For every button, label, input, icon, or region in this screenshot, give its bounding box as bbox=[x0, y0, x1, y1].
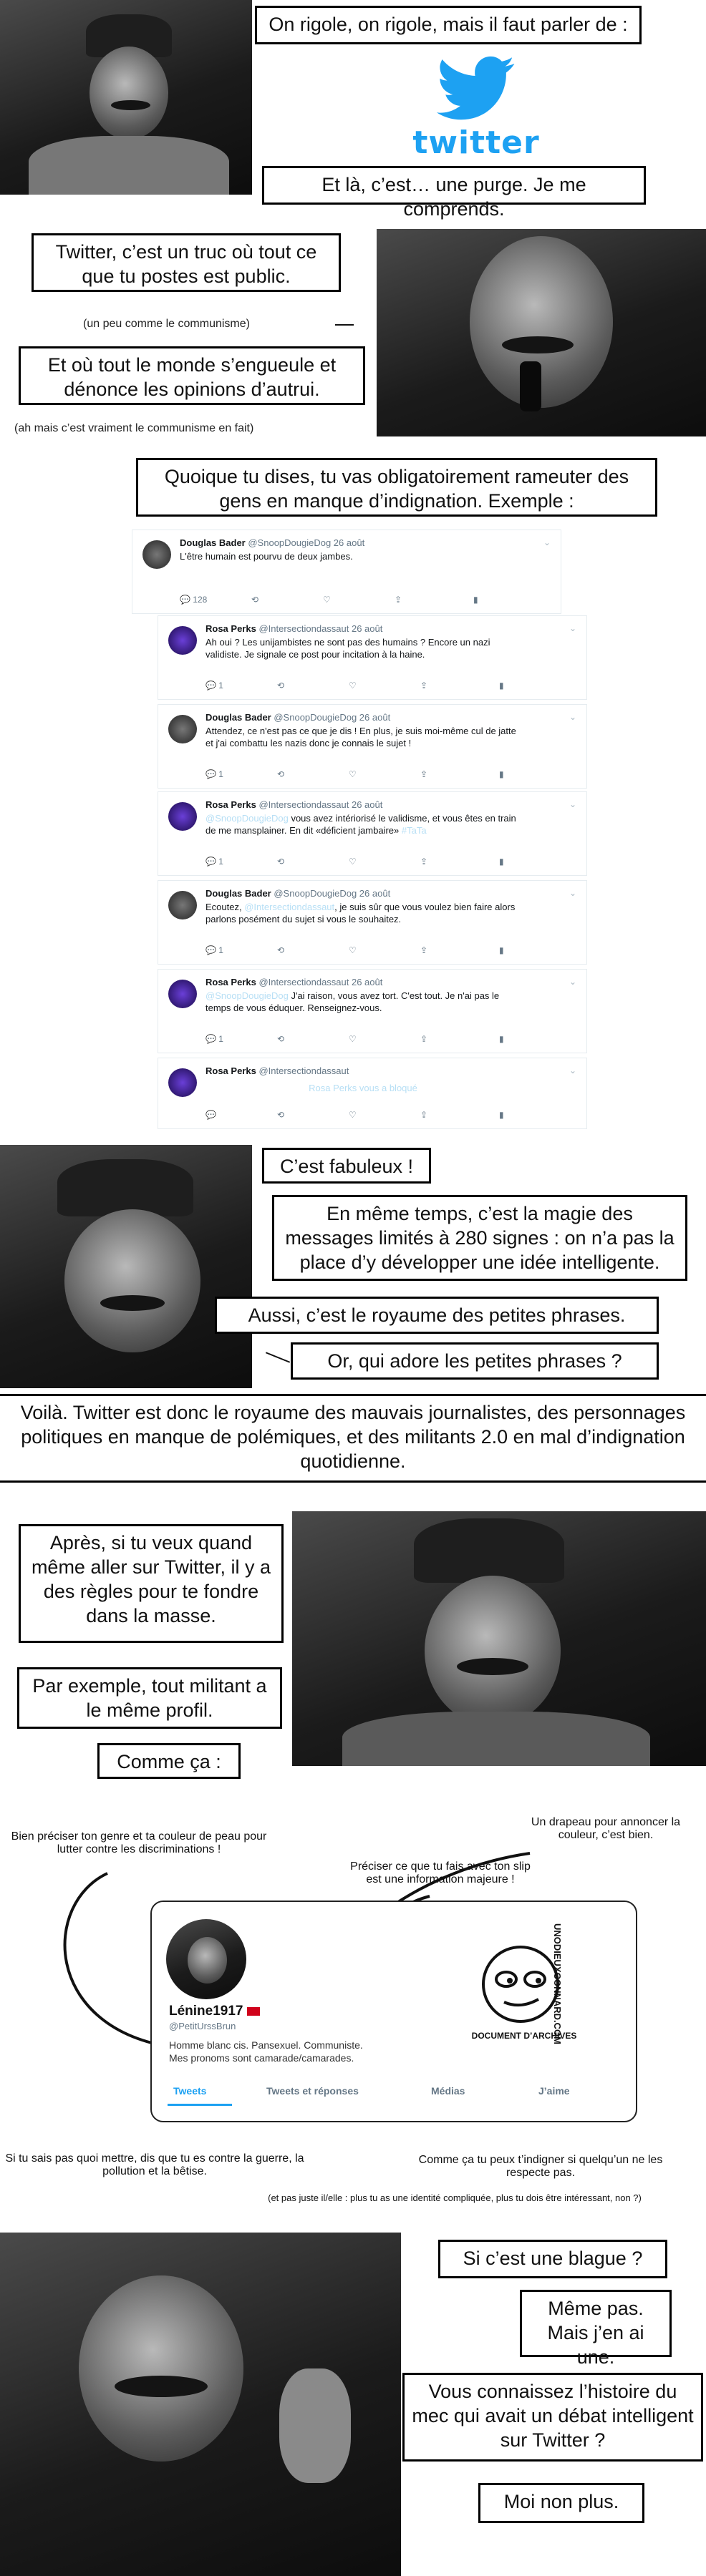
tweet-author[interactable]: Douglas Bader bbox=[205, 712, 271, 723]
retweet-icon[interactable]: ⟲ bbox=[277, 857, 285, 867]
pipe-icon bbox=[520, 361, 541, 411]
like-icon[interactable]: ♡ bbox=[349, 857, 357, 867]
tweet-card bbox=[158, 704, 587, 789]
chevron-down-icon[interactable]: ⌄ bbox=[569, 799, 576, 809]
speech-bubble: Après, si tu veux quand même aller sur Twitter, il y a des règles pour te fondre dans la masse. bbox=[19, 1524, 284, 1643]
profile-bio-line1: Homme blanc cis. Pansexuel. Communiste. bbox=[169, 2039, 363, 2051]
tweet-handle-date: @SnoopDougieDog 26 août bbox=[271, 888, 391, 899]
tweet-avatar[interactable] bbox=[168, 715, 197, 743]
speech-bubble: Twitter, c’est un truc où tout ce que tu postes est public. bbox=[32, 233, 341, 292]
analytics-icon[interactable]: ▮ bbox=[499, 1110, 504, 1120]
profile-avatar bbox=[166, 1919, 246, 1999]
tweet-actions bbox=[205, 1034, 542, 1047]
stalin-photo-1 bbox=[0, 0, 252, 195]
chevron-down-icon[interactable]: ⌄ bbox=[569, 888, 576, 898]
profile-tabs bbox=[166, 2085, 624, 2107]
twitter-logo bbox=[401, 56, 551, 163]
tweet-author[interactable]: Rosa Perks bbox=[205, 977, 256, 987]
tab-media[interactable]: Médias bbox=[431, 2085, 465, 2097]
blocked-notice: Rosa Perks vous a bloqué bbox=[309, 1083, 417, 1093]
chevron-down-icon[interactable]: ⌄ bbox=[543, 537, 551, 547]
stamp-text: UNODIEUXCONNARD.COM bbox=[552, 1923, 563, 2044]
tweet-handle-date: @Intersectiondassaut 26 août bbox=[256, 799, 383, 810]
tweet-author[interactable]: Douglas Bader bbox=[180, 537, 246, 548]
tweet-avatar[interactable] bbox=[168, 802, 197, 831]
like-icon[interactable]: ♡ bbox=[349, 1110, 357, 1120]
tweet-text: Ecoutez, @Intersectiondassaut, je suis sûr que vous voulez bien faire alors parlons posément du sujet si vous le souhaitez. bbox=[205, 902, 516, 924]
share-icon[interactable]: ⇪ bbox=[420, 1110, 428, 1120]
tweet-author[interactable]: Rosa Perks bbox=[205, 799, 256, 810]
archive-stamp bbox=[453, 1916, 589, 2052]
tweet-header bbox=[205, 977, 382, 987]
share-icon[interactable]: ⇪ bbox=[420, 680, 428, 691]
speech-bubble: On rigole, on rigole, mais il faut parler de : bbox=[255, 6, 642, 44]
stamp-bottom-text: DOCUMENT D’ARCHIVES bbox=[471, 2031, 577, 2041]
tweet-author[interactable]: Douglas Bader bbox=[205, 888, 271, 899]
reply-icon[interactable]: 💬 128 bbox=[180, 595, 208, 605]
tweet-actions bbox=[205, 945, 542, 958]
retweet-icon[interactable]: ⟲ bbox=[277, 680, 285, 691]
stalin-smiling-photo bbox=[0, 2233, 401, 2576]
tweet-avatar[interactable] bbox=[142, 540, 171, 569]
share-icon[interactable]: ⇪ bbox=[420, 857, 428, 867]
retweet-icon[interactable]: ⟲ bbox=[277, 1034, 285, 1044]
retweet-icon[interactable]: ⟲ bbox=[277, 1110, 285, 1120]
tweet-author[interactable]: Rosa Perks bbox=[205, 623, 256, 634]
tweet-card bbox=[132, 530, 561, 614]
tweet-header bbox=[205, 888, 390, 899]
twitter-bird-icon bbox=[433, 56, 519, 122]
tweet-card bbox=[158, 791, 587, 876]
tweet-avatar[interactable] bbox=[168, 980, 197, 1008]
tweet-card bbox=[158, 1058, 587, 1129]
tweet-text: @SnoopDougieDog J'ai raison, vous avez tort. C'est tout. Je n'ai pas le temps de vous éduquer. Renseignez-vous. bbox=[205, 990, 500, 1013]
like-icon[interactable]: ♡ bbox=[349, 680, 357, 691]
reply-icon[interactable]: 💬 1 bbox=[205, 769, 223, 779]
analytics-icon[interactable]: ▮ bbox=[499, 769, 504, 779]
share-icon[interactable]: ⇪ bbox=[420, 769, 428, 779]
speech-bubble: Par exemple, tout militant a le même profil. bbox=[17, 1667, 282, 1729]
annotation: Comme ça tu peux t’indigner si quelqu’un ne les respecte pas. bbox=[418, 2154, 663, 2179]
speech-bubble: Or, qui adore les petites phrases ? bbox=[291, 1342, 659, 1380]
share-icon[interactable]: ⇪ bbox=[420, 1034, 428, 1044]
tweet-header bbox=[205, 623, 382, 634]
speech-bubble: Aussi, c’est le royaume des petites phrases. bbox=[215, 1297, 659, 1334]
profile-bio-line2: Mes pronoms sont camarade/camarades. bbox=[169, 2052, 354, 2064]
share-icon[interactable]: ⇪ bbox=[420, 945, 428, 955]
tab-likes[interactable]: J’aime bbox=[538, 2085, 570, 2097]
tweet-avatar[interactable] bbox=[168, 626, 197, 655]
chevron-down-icon[interactable]: ⌄ bbox=[569, 1065, 576, 1075]
analytics-icon[interactable]: ▮ bbox=[499, 945, 504, 955]
retweet-icon[interactable]: ⟲ bbox=[277, 769, 285, 779]
annotation: Si tu sais pas quoi mettre, dis que tu es contre la guerre, la pollution et la bêtise. bbox=[5, 2152, 304, 2177]
red-flag-icon bbox=[247, 2007, 260, 2016]
like-icon[interactable]: ♡ bbox=[349, 945, 357, 955]
tweet-card bbox=[158, 969, 587, 1053]
like-icon[interactable]: ♡ bbox=[349, 769, 357, 779]
tweet-card bbox=[158, 880, 587, 965]
speech-bubble: Comme ça : bbox=[97, 1743, 241, 1779]
twitter-wordmark: twitter bbox=[412, 125, 540, 161]
reply-icon[interactable]: 💬 1 bbox=[205, 857, 223, 867]
tweet-handle-date: @Intersectiondassaut 26 août bbox=[256, 623, 383, 634]
chevron-down-icon[interactable]: ⌄ bbox=[569, 977, 576, 987]
tweet-actions bbox=[180, 595, 516, 608]
reply-icon[interactable]: 💬 1 bbox=[205, 1034, 223, 1044]
analytics-icon[interactable]: ▮ bbox=[499, 1034, 504, 1044]
speech-bubble: Moi non plus. bbox=[478, 2483, 644, 2523]
tweet-handle-date: @SnoopDougieDog 26 août bbox=[271, 712, 391, 723]
tweet-text: Ah oui ? Les unijambistes ne sont pas des humains ? Encore un nazi validiste. Je signale ce post pour incitation à la haine. bbox=[205, 637, 490, 660]
chevron-down-icon[interactable]: ⌄ bbox=[569, 712, 576, 722]
tweet-avatar[interactable] bbox=[168, 891, 197, 919]
profile-card bbox=[150, 1901, 637, 2122]
tweet-author[interactable]: Rosa Perks bbox=[205, 1065, 256, 1076]
speech-bubble: En même temps, c’est la magie des messages limités à 280 signes : on n’a pas la place d’y développer une idée intelligente. bbox=[272, 1195, 687, 1281]
tweet-actions bbox=[205, 1110, 542, 1123]
speech-bubble: Même pas. Mais j’en ai une. bbox=[520, 2290, 672, 2357]
like-icon[interactable]: ♡ bbox=[323, 595, 331, 605]
share-icon[interactable]: ⇪ bbox=[395, 595, 402, 605]
analytics-icon[interactable]: ▮ bbox=[473, 595, 478, 605]
caption-note: (un peu comme le communisme) bbox=[83, 318, 250, 330]
stalin-laughing-photo bbox=[0, 1145, 252, 1388]
tweet-header bbox=[180, 537, 364, 548]
stalin-pipe-photo bbox=[377, 229, 706, 436]
tweet-handle-date: @Intersectiondassaut 26 août bbox=[256, 977, 383, 987]
speech-bubble: C’est fabuleux ! bbox=[262, 1148, 431, 1184]
reply-icon[interactable]: 💬 bbox=[205, 1110, 216, 1120]
tweet-card bbox=[158, 615, 587, 700]
tweet-actions bbox=[205, 857, 542, 869]
tab-tweets[interactable]: Tweets bbox=[173, 2085, 207, 2097]
tab-tweets-replies[interactable]: Tweets et réponses bbox=[266, 2085, 359, 2097]
tweet-text: Attendez, ce n'est pas ce que je dis ! En plus, je suis moi-même cul de jatte et j'ai combattu les nazis donc je connais le sujet ! bbox=[205, 726, 516, 748]
analytics-icon[interactable]: ▮ bbox=[499, 680, 504, 691]
chevron-down-icon[interactable]: ⌄ bbox=[569, 623, 576, 633]
retweet-icon[interactable]: ⟲ bbox=[277, 945, 285, 955]
annotation: Un drapeau pour annoncer la couleur, c’est bien. bbox=[531, 1816, 681, 1841]
tweet-actions bbox=[205, 769, 542, 782]
tweet-handle-date: @SnoopDougieDog 26 août bbox=[245, 537, 365, 548]
annotation: (et pas juste il/elle : plus tu as une identité compliquée, plus tu dois être intéressant, non ?) bbox=[268, 2192, 642, 2203]
profile-name: Lénine1917 bbox=[169, 2004, 243, 2019]
tweet-text: @SnoopDougieDog vous avez intériorisé le validisme, et vous êtes en train de me mansplainer. En dit «déficient jambaire» #TaTa bbox=[205, 813, 516, 836]
speech-bubble: Et où tout le monde s’engueule et dénonce les opinions d’autrui. bbox=[19, 346, 365, 405]
tweet-actions bbox=[205, 680, 542, 693]
caption-note: (ah mais c’est vraiment le communisme en fait) bbox=[14, 422, 254, 434]
tweet-handle-date: @Intersectiondassaut bbox=[256, 1065, 349, 1076]
analytics-icon[interactable]: ▮ bbox=[499, 857, 504, 867]
tweet-avatar[interactable] bbox=[168, 1068, 197, 1097]
tweet-header bbox=[205, 712, 390, 723]
annotation: Bien préciser ton genre et ta couleur de peau pour lutter contre les discriminations ! bbox=[11, 1830, 267, 1855]
profile-handle: @PetitUrssBrun bbox=[169, 2021, 236, 2031]
speech-bubble: Vous connaissez l’histoire du mec qui avait un débat intelligent sur Twitter ? bbox=[402, 2373, 703, 2462]
tweet-text: L'être humain est pourvu de deux jambes. bbox=[180, 551, 353, 562]
reply-icon[interactable]: 💬 1 bbox=[205, 680, 223, 691]
tweet-header bbox=[205, 1065, 349, 1076]
speech-bubble: Si c’est une blague ? bbox=[438, 2240, 667, 2278]
active-tab-underline bbox=[168, 2104, 232, 2106]
speech-bubble: Voilà. Twitter est donc le royaume des mauvais journalistes, des personnages politiques en manque de polémiques, et des militants 2.0 en mal d’indignation quotidienne. bbox=[0, 1394, 706, 1483]
speech-bubble: Quoique tu dises, tu vas obligatoirement rameuter des gens en manque d’indignation. Exemple : bbox=[136, 458, 657, 517]
like-icon[interactable]: ♡ bbox=[349, 1034, 357, 1044]
tweet-header bbox=[205, 799, 382, 810]
stalin-portrait-photo bbox=[292, 1511, 706, 1766]
annotation: Préciser ce que tu fais avec ton slip est une information majeure ! bbox=[350, 1860, 531, 1885]
retweet-icon[interactable]: ⟲ bbox=[251, 595, 259, 605]
speech-bubble: Et là, c’est… une purge. Je me comprends. bbox=[262, 166, 646, 205]
reply-icon[interactable]: 💬 1 bbox=[205, 945, 223, 955]
